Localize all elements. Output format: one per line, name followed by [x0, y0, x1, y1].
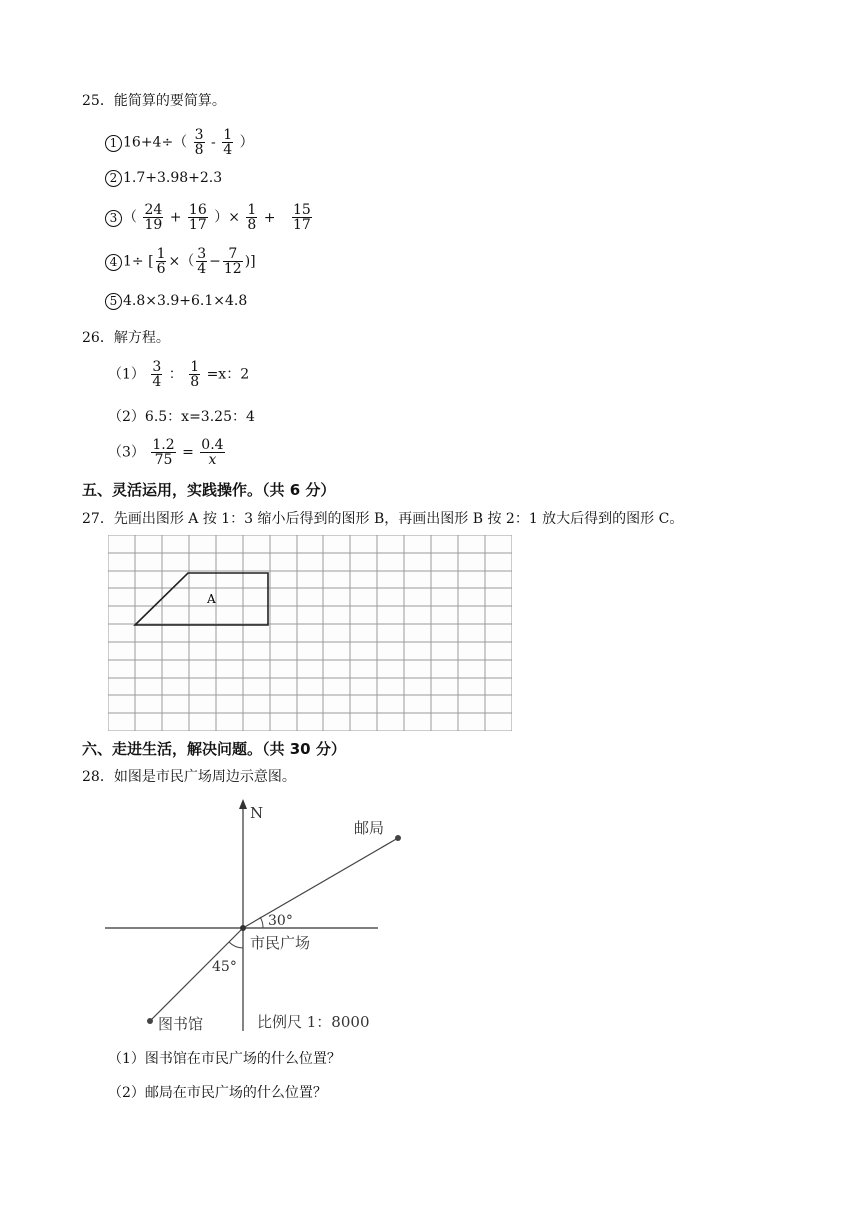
post-office-line	[243, 838, 398, 928]
library-label: 图书馆	[158, 1015, 204, 1033]
circled-number-4: 4	[105, 254, 122, 271]
q26-title: 26．解方程。	[82, 330, 170, 346]
fraction: $\frac{1}{8}$	[247, 202, 257, 233]
north-label: N	[250, 804, 264, 822]
fraction: $\frac{3}{8}$	[194, 127, 204, 158]
q25-part1: 1 16+4÷（ $\frac{3}{8}$ - $\frac{1}{4}$ ）	[105, 128, 254, 157]
q28-title: 28．如图是市民广场周边示意图。	[82, 769, 296, 785]
q25-part3: 3 （ $\frac{24}{19}$ + $\frac{16}{17}$ ）× $\frac{1}{8}$ + $\frac{15}{17}$	[105, 203, 314, 232]
angle-45-label: 45°	[212, 959, 237, 975]
fraction: $\frac{3}{4}$	[152, 359, 162, 390]
angle-30-label: 30°	[268, 913, 293, 929]
fraction: $\frac{3}{4}$	[197, 246, 207, 277]
fraction: $\frac{1}{8}$	[190, 359, 200, 390]
circled-number-5: 5	[105, 293, 122, 310]
q25-part4: 4 1÷ [ $\frac{1}{6}$ ×（ $\frac{3}{4}$ − $\frac{7}{12}$ )]	[105, 247, 256, 276]
north-arrow-icon	[239, 799, 247, 809]
q28-sub2: （2）邮局在市民广场的什么位置？	[108, 1085, 327, 1101]
angle-30-arc	[260, 917, 263, 928]
plaza-point	[240, 925, 246, 931]
grid-background	[108, 535, 512, 731]
plaza-map	[100, 795, 450, 1040]
section6-heading: 六、走进生活，解决问题。（共 30 分）	[82, 740, 346, 758]
plaza-label: 市民广场	[250, 934, 311, 952]
fraction: $\frac{16}{17}$	[188, 202, 207, 233]
library-point	[147, 1018, 153, 1024]
q26-part1: （1） $\frac{3}{4}$ ： $\frac{1}{8}$ =x：2	[108, 359, 250, 390]
fraction: $\frac{1.2}{75}$	[152, 437, 175, 468]
q25-part2: 2 1.7+3.98+2.3	[105, 170, 222, 187]
q25-title: 25．能简算的要简算。	[82, 93, 226, 109]
fraction: $\frac{7}{12}$	[223, 246, 242, 277]
shape-a-label: A	[207, 592, 216, 606]
fraction: $\frac{1}{6}$	[156, 246, 166, 277]
q28-sub1: （1）图书馆在市民广场的什么位置？	[108, 1051, 341, 1067]
section5-heading: 五、灵活运用，实践操作。（共 6 分）	[82, 481, 336, 499]
q27-title: 27．先画出图形 A 按 1：3 缩小后得到的图形 B，再画出图形 B 按 2：1 放大后得到的图形 C。	[82, 511, 684, 527]
post-office-point	[395, 835, 401, 841]
circled-number-1: 1	[105, 135, 122, 152]
fraction: $\frac{15}{17}$	[292, 202, 311, 233]
circled-number-3: 3	[105, 210, 122, 227]
angle-45-arc	[229, 942, 243, 948]
q26-part2: （2）6.5：x=3.25：4	[108, 409, 255, 425]
fraction: $\frac{24}{19}$	[144, 202, 163, 233]
scale-label: 比例尺 1：8000	[257, 1013, 370, 1031]
fraction: $\frac{0.4}{x}$	[201, 437, 224, 468]
circled-number-2: 2	[105, 170, 122, 187]
post-office-label: 邮局	[354, 819, 385, 837]
q25-part5: 5 4.8×3.9+6.1×4.8	[105, 293, 247, 310]
q26-part3: （3） $\frac{1.2}{75}$ = $\frac{0.4}{x}$	[108, 437, 224, 468]
grid-figure	[108, 535, 512, 731]
fraction: $\frac{1}{4}$	[223, 127, 233, 158]
